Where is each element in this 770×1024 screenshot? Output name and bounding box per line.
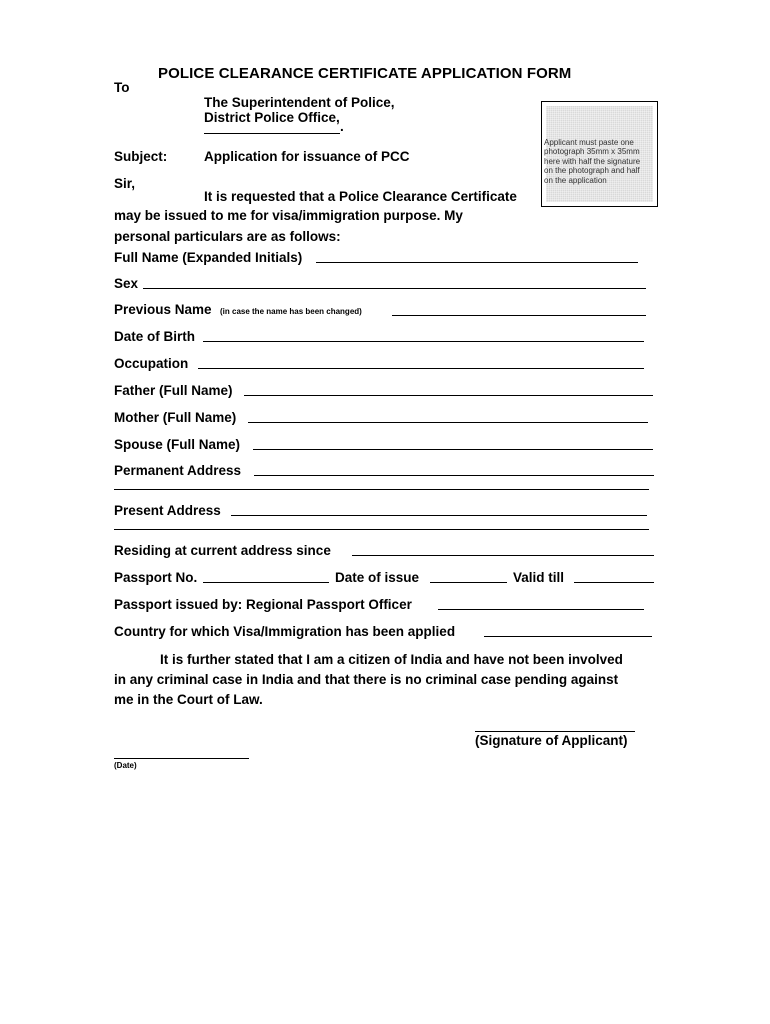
mother-label: Mother (Full Name) [114,410,237,425]
full-name-label: Full Name (Expanded Initials) [114,250,303,265]
country-field[interactable] [484,636,652,637]
country-label: Country for which Visa/Immigration has been applied [114,624,456,639]
sex-label: Sex [114,276,139,291]
intro-line2: may be issued to me for visa/immigration purpose. My [114,208,463,223]
salutation: Sir, [114,176,136,191]
photograph-box[interactable] [541,101,658,207]
passport-no-label: Passport No. [114,570,198,585]
addressee-line2: District Police Office, [204,110,340,125]
present-address-field-1[interactable] [231,515,647,516]
occupation-label: Occupation [114,356,189,371]
permanent-address-field-2[interactable] [114,489,649,490]
permanent-address-field-1[interactable] [254,475,654,476]
spouse-label: Spouse (Full Name) [114,437,241,452]
father-label: Father (Full Name) [114,383,233,398]
district-blank-line[interactable] [204,133,340,134]
date-of-issue-label: Date of issue [335,570,420,585]
sex-field[interactable] [143,288,646,289]
date-label: (Date) [114,761,137,770]
dob-field[interactable] [203,341,644,342]
date-field[interactable] [114,758,249,759]
declaration-line1: It is further stated that I am a citizen of India and have not been involved [160,652,623,667]
passport-no-field[interactable] [203,582,329,583]
present-address-field-2[interactable] [114,529,649,530]
date-of-issue-field[interactable] [430,582,507,583]
valid-till-field[interactable] [574,582,654,583]
addressee-period: . [340,119,344,134]
addressee-line1: The Superintendent of Police, [204,95,395,110]
declaration-line2: in any criminal case in India and that there is no criminal case pending against [114,672,619,687]
previous-name-field[interactable] [392,315,646,316]
intro-line3: personal particulars are as follows: [114,229,341,244]
intro-line1: It is requested that a Police Clearance Certificate [204,189,517,204]
previous-name-note: (in case the name has been changed) [220,307,362,316]
present-address-label: Present Address [114,503,221,518]
previous-name-label: Previous Name [114,302,212,317]
permanent-address-label: Permanent Address [114,463,242,478]
valid-till-label: Valid till [513,570,565,585]
to-label: To [114,80,130,95]
full-name-field[interactable] [316,262,638,263]
dob-label: Date of Birth [114,329,195,344]
subject-label: Subject: [114,149,168,164]
subject-text: Application for issuance of PCC [204,149,410,164]
declaration-line3: me in the Court of Law. [114,692,263,707]
passport-issued-by-field[interactable] [438,609,644,610]
signature-field[interactable] [475,731,635,732]
residing-since-field[interactable] [352,555,654,556]
father-field[interactable] [244,395,653,396]
occupation-field[interactable] [198,368,644,369]
spouse-field[interactable] [253,449,653,450]
form-title: POLICE CLEARANCE CERTIFICATE APPLICATION FORM [158,65,572,82]
photo-instruction: Applicant must paste one photograph 35mm x 35mm here with half the signature on the photograph and half on the application [544,138,641,185]
passport-issued-by-label: Passport issued by: Regional Passport Officer [114,597,412,612]
mother-field[interactable] [248,422,648,423]
residing-since-label: Residing at current address since [114,543,331,558]
signature-label: (Signature of Applicant) [475,733,628,748]
